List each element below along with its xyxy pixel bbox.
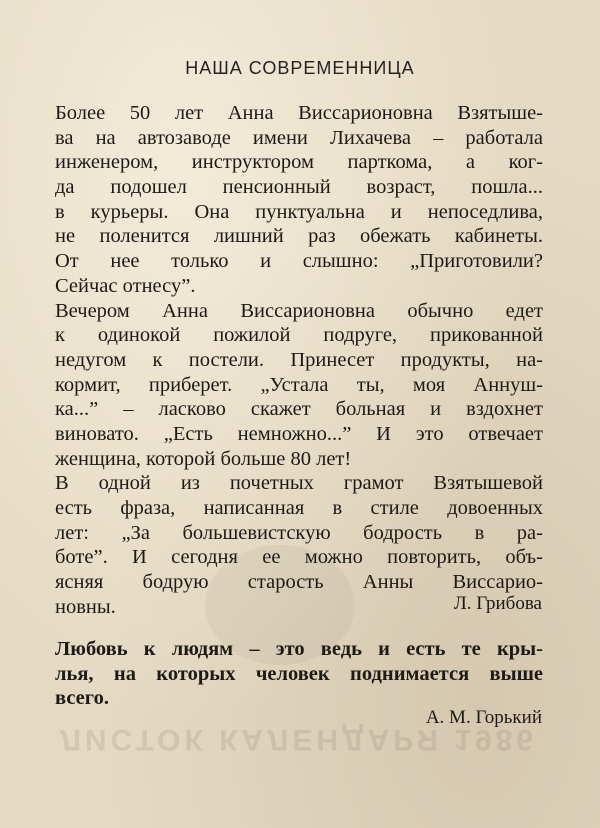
article-line: инженером, инструктором парткома, а ког- [55, 151, 543, 174]
article-body [55, 101, 543, 619]
quote-line: Любовь к людям – это ведь и есть те кры- [55, 638, 543, 660]
article-line: не поленится лишний раз обежать кабинеты. [55, 225, 543, 248]
article-line: боте”. И сегодня ее можно повторить, объ- [55, 546, 543, 569]
article-line: Более 50 лет Анна Виссарионовна Взятыше- [55, 102, 543, 124]
article-line: новны. [55, 595, 116, 618]
article-line: ясняя бодрую старость Анны Виссарио- [55, 571, 543, 594]
article-line: лет: „За большевистскую бодрость в ра- [55, 521, 543, 544]
quote-line: всего. [55, 687, 109, 710]
article-line: да подошел пенсионный возраст, пошла... [55, 176, 543, 199]
article-line: В одной из почетных грамот Взятышевой [55, 472, 543, 495]
article-line: От нее только и слышно: „Приготовили? [55, 250, 543, 273]
article-line: женщина, которой больше 80 лет! [55, 447, 352, 470]
quote-line: лья, на которых человек поднимается выше [55, 662, 543, 685]
article-line: к одинокой пожилой подруге, прикованной [55, 324, 543, 347]
bleed-through-text: ЛИСТОК КАЛЕНДАРЯ 1986 [60, 723, 538, 756]
quote-author: А. М. Горький [425, 707, 542, 728]
article-signature: Л. Грибова [453, 593, 542, 614]
page-title: НАША СОВРЕМЕННИЦА [185, 58, 415, 78]
article-line: в курьеры. Она пунктуальна и непоседлива, [55, 200, 543, 223]
article-line: виновато. „Есть немножно...” И это отвечает [55, 422, 543, 445]
article-line: ка...” – ласково скажет больная и вздохнет [55, 398, 543, 421]
article-line: кормит, приберет. „Устала ты, моя Аннуш- [55, 373, 543, 396]
article-line: недугом к постели. Принесет продукты, на- [55, 348, 543, 371]
article-line: Вечером Анна Виссарионовна обычно едет [55, 299, 543, 322]
epigraph-quote [55, 637, 543, 711]
article-line: ва на автозаводе имени Лихачева – работала [55, 126, 543, 149]
article-line: есть фраза, написанная в стиле довоенных [55, 497, 543, 519]
article-line: Сейчас отнесу”. [55, 274, 196, 297]
